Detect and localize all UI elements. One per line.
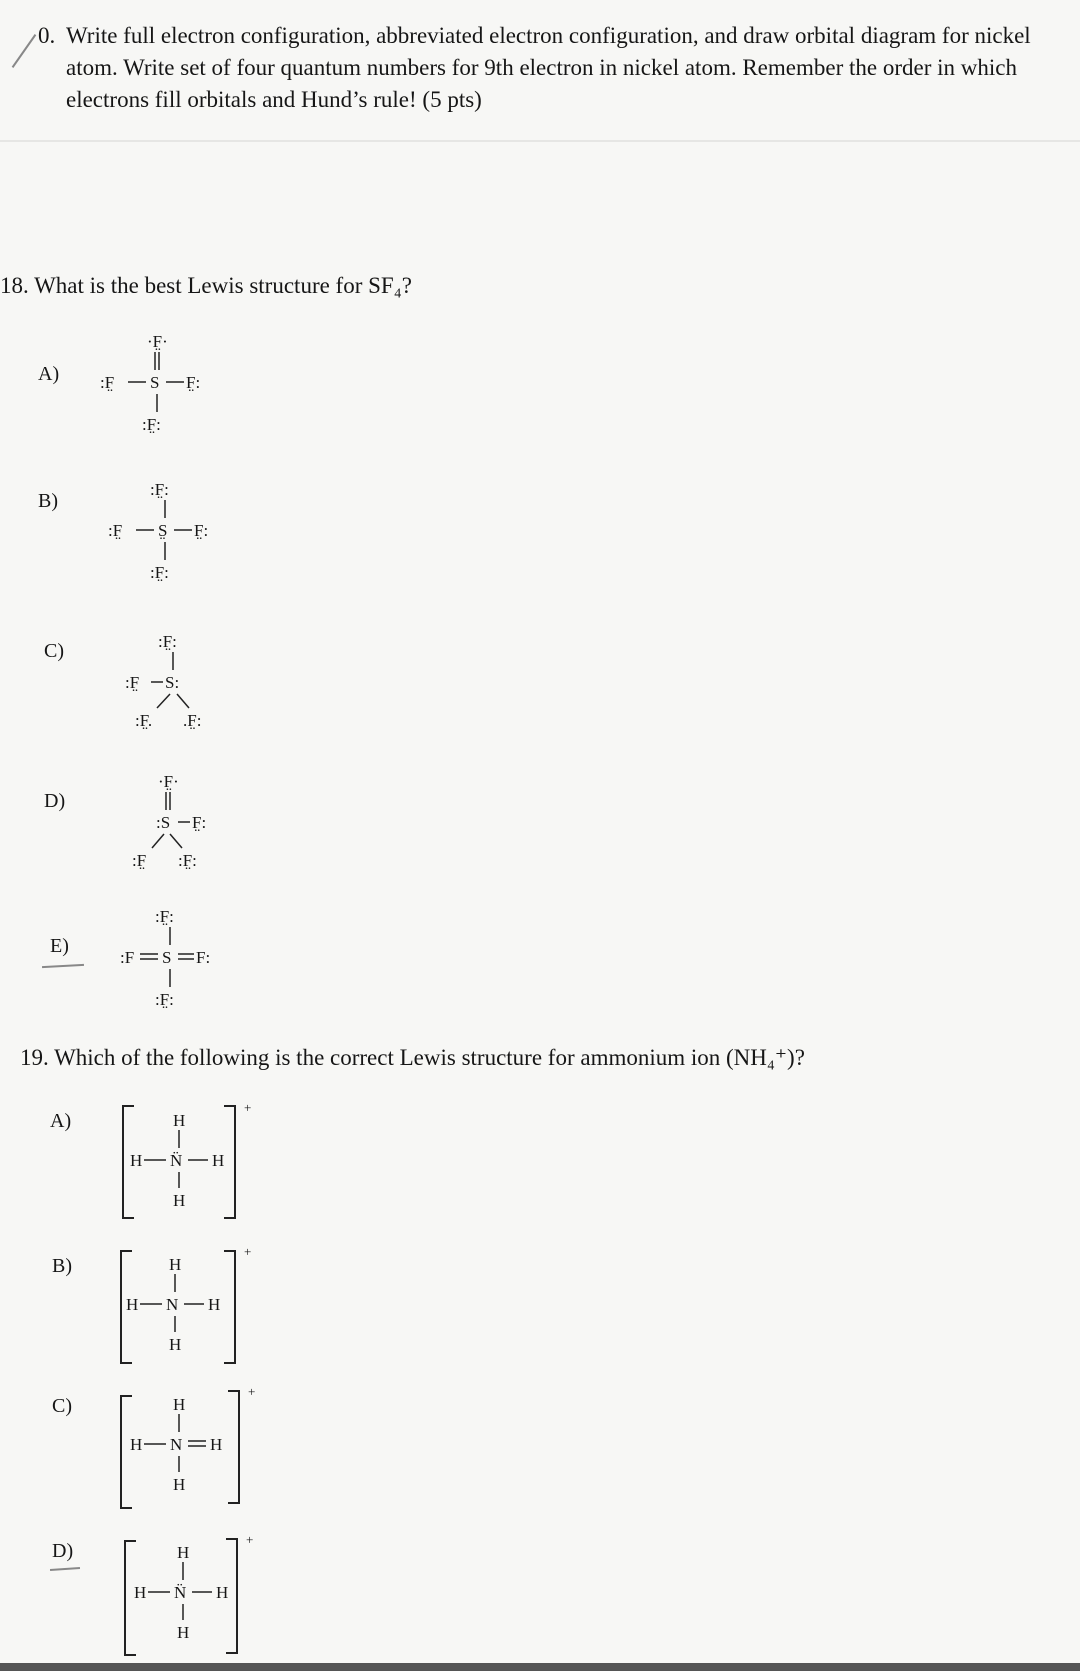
atom-bottom: :F̤: [155, 990, 174, 1009]
q19-choice-a-label[interactable]: A) [50, 1110, 72, 1132]
q17-number: 0. [38, 23, 56, 48]
q19-choice-d-label[interactable]: D) [52, 1540, 74, 1562]
underline-mark [42, 964, 84, 968]
q18-choice-a-label[interactable]: A) [38, 363, 60, 385]
atom-left: H [130, 1151, 143, 1170]
atom-left: :S [156, 813, 171, 832]
atom-bottom: H [169, 1335, 182, 1354]
atom-top: H [169, 1255, 182, 1274]
q17-body: Write full electron configuration, abbreviated electron configuration, and draw orbital diagram for nickel atom. Write set of four quantum numbers for 9th electron in nickel atom. Remember the order in which electrons fill orbitals and Hund’s rule! (5 pts) [66, 23, 1031, 112]
atom-bottom: H [177, 1623, 190, 1642]
bracket-right [224, 1250, 236, 1364]
atom-bottom: :F̤: [142, 415, 161, 434]
q18-question: 18. What is the best Lewis structure for SF₄? [0, 273, 412, 298]
q19-choice-c-label[interactable]: C) [52, 1395, 72, 1417]
atom-center: S [162, 948, 172, 967]
q19-choice-b-label[interactable]: B) [52, 1255, 72, 1277]
atom-center: N̈ [170, 1151, 183, 1170]
atom-left: :F [120, 948, 135, 967]
atom-top: :F̤: [155, 907, 174, 926]
charge: + [244, 1100, 252, 1115]
q19-question: 19. Which of the following is the correct Lewis structure for ammonium ion (NH₄⁺)? [20, 1045, 805, 1070]
q18-choice-b-structure[interactable] [108, 478, 228, 598]
q18-choice-d-label[interactable]: D) [44, 790, 66, 812]
atom-right: F̤: [194, 521, 209, 540]
atom-lower-left: :F̤. [135, 711, 153, 730]
atom-right: H [212, 1151, 225, 1170]
atom-bottom: H [173, 1191, 186, 1210]
atom-right: F: [196, 948, 211, 967]
atom-top: ·F̤· [147, 332, 168, 351]
atom-bottom: H [173, 1475, 186, 1494]
atom-top: ·F̤· [158, 772, 179, 791]
atom-top: H [177, 1543, 190, 1562]
q18-choice-c-label[interactable]: C) [44, 640, 64, 662]
atom-right: H [208, 1295, 221, 1314]
atom-bottom: :F̤: [150, 563, 169, 582]
q18-choice-e-structure[interactable] [120, 905, 240, 1025]
atom-left: H [126, 1295, 139, 1314]
q19-choice-b-structure[interactable] [126, 1252, 236, 1362]
atom-center: S [150, 373, 160, 392]
q18-choice-c-structure[interactable] [125, 630, 235, 740]
divider [0, 140, 1080, 142]
q18-choice-b-label[interactable]: B) [38, 490, 58, 512]
underline-mark [50, 1567, 80, 1571]
atom-center: S̤ [158, 521, 168, 540]
bracket-right [226, 1538, 238, 1654]
atom-lower-right: :F̤: [178, 851, 197, 870]
q18-choice-a-structure[interactable] [100, 330, 220, 450]
atom-top: :F̤: [158, 632, 177, 651]
atom-right: F̤: [192, 813, 207, 832]
atom-center: S: [165, 673, 180, 692]
q18-choice-e-label[interactable]: E) [50, 935, 69, 957]
charge: + [244, 1244, 252, 1259]
atom-right: F̤: [186, 373, 201, 392]
q17-text [66, 20, 1056, 116]
atom-center: N [166, 1295, 179, 1314]
bracket-right [228, 1390, 240, 1504]
charge: + [246, 1532, 254, 1547]
atom-center: N̈ [174, 1583, 187, 1602]
atom-right: H [210, 1435, 223, 1454]
atom-lower-right: .F̤: [183, 711, 202, 730]
bracket-right [224, 1105, 236, 1219]
atom-left: :F̤ [100, 373, 115, 392]
pen-mark [12, 34, 37, 68]
atom-right: H [216, 1583, 229, 1602]
bottom-edge [0, 1663, 1080, 1671]
atom-left: :F̤ [125, 673, 140, 692]
atom-top: :F̤: [150, 480, 169, 499]
atom-top: H [173, 1111, 186, 1130]
atom-left: H [134, 1583, 147, 1602]
atom-center: N [170, 1435, 183, 1454]
q18-choice-d-structure[interactable] [128, 770, 238, 880]
charge: + [248, 1384, 256, 1399]
atom-top: H [173, 1395, 186, 1414]
atom-left: H [130, 1435, 143, 1454]
atom-lower-left: :F̤ [132, 851, 147, 870]
q19-choice-c-structure[interactable] [130, 1392, 240, 1502]
atom-left: :F̤ [108, 521, 123, 540]
